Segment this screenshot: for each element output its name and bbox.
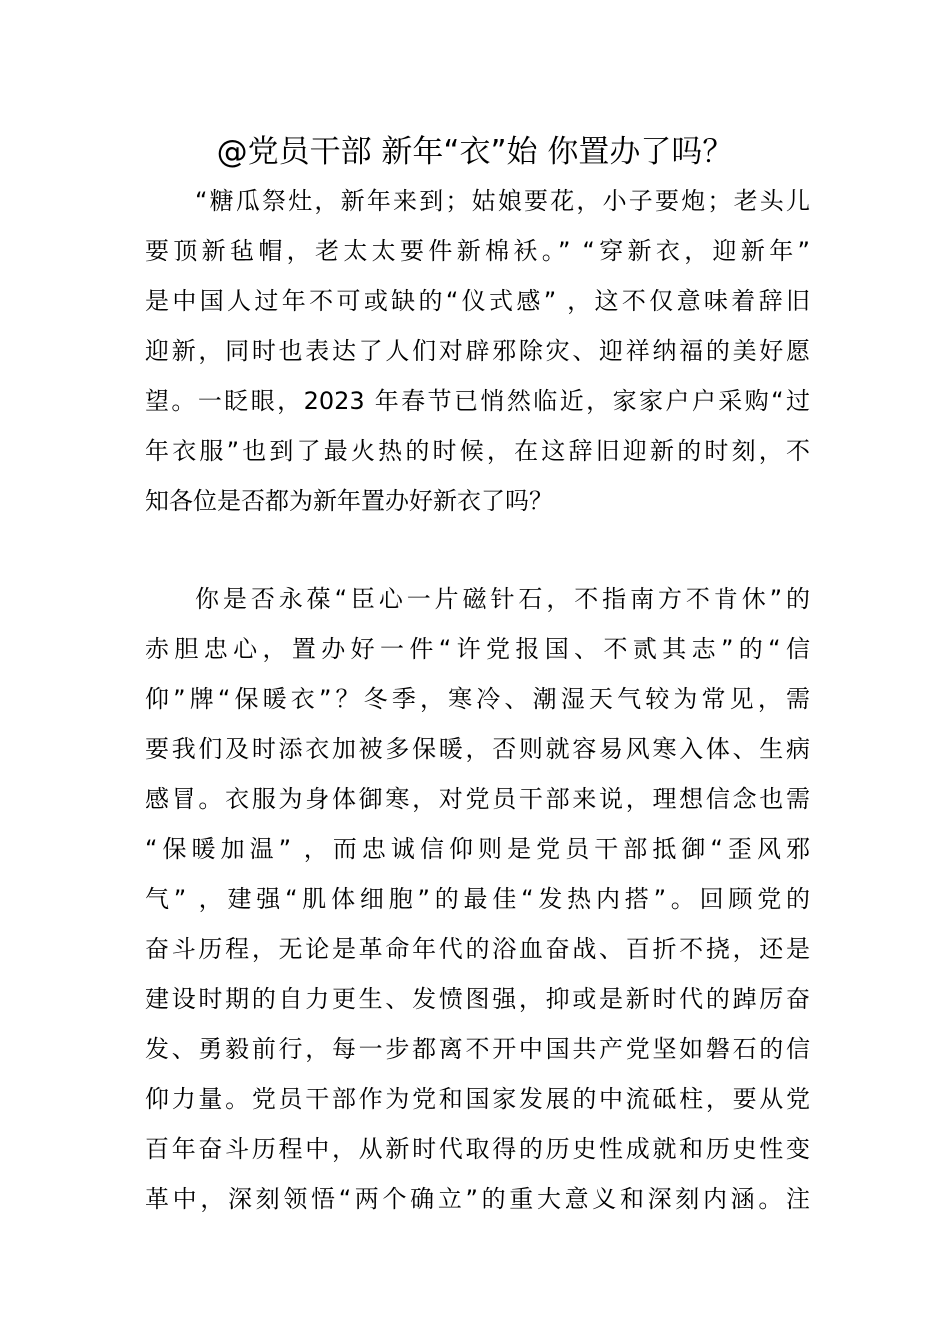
paragraph-line: 知各位是否都为新年置办好新衣了吗？ xyxy=(145,487,553,515)
paragraph-2 xyxy=(145,574,810,1224)
paragraph-line: 迎新，同时也表达了人们对辟邪除灾、迎祥纳福的美好愿 xyxy=(145,337,810,365)
paragraph-line: 气” ，建强“肌体细胞”的最佳“发热内搭”。回顾党的 xyxy=(145,885,810,913)
paragraph-line: 望。一眨眼，2023 年春节已悄然临近，家家户户采购“过 xyxy=(145,387,810,415)
paragraph-line: 仰”牌“保暖衣”？冬季，寒冷、潮湿天气较为常见，需 xyxy=(145,685,810,713)
paragraph-line: 感冒。衣服为身体御寒，对党员干部来说，理想信念也需 xyxy=(145,785,810,813)
paragraph-line: 是中国人过年不可或缺的“仪式感” ，这不仅意味着辞旧 xyxy=(145,287,810,315)
paragraph-line: 赤胆忠心，置办好一件“许党报国、不贰其志”的“信 xyxy=(145,635,810,663)
paragraph-line: 年衣服”也到了最火热的时候，在这辞旧迎新的时刻，不 xyxy=(145,437,810,465)
paragraph-line: “保暖加温” ，而忠诚信仰则是党员干部抵御“歪风邪 xyxy=(145,835,810,863)
paragraph-line: 发、勇毅前行，每一步都离不开中国共产党坚如磐石的信 xyxy=(145,1035,810,1063)
paragraph-line: 奋斗历程，无论是革命年代的浴血奋战、百折不挠，还是 xyxy=(145,935,810,963)
paragraph-line: 要顶新毡帽，老太太要件新棉袄。” “穿新衣，迎新年” xyxy=(145,237,810,265)
paragraph-line: 建设时期的自力更生、发愤图强，抑或是新时代的踔厉奋 xyxy=(145,985,810,1013)
document-title: @党员干部 新年“衣”始 你置办了吗？ xyxy=(216,134,734,170)
paragraph-line: 革中，深刻领悟“两个确立”的重大意义和深刻内涵。注 xyxy=(145,1185,810,1213)
paragraph-line: 仰力量。党员干部作为党和国家发展的中流砥柱，要从党 xyxy=(145,1085,810,1113)
paragraph-line: 百年奋斗历程中，从新时代取得的历史性成就和历史性变 xyxy=(145,1135,810,1163)
paragraph-1 xyxy=(145,176,810,526)
paragraph-line: 你是否永葆“臣心一片磁针石，不指南方不肯休”的 xyxy=(195,585,810,613)
paragraph-line: 要我们及时添衣加被多保暖，否则就容易风寒入体、生病 xyxy=(145,735,810,763)
paragraph-line: “糖瓜祭灶，新年来到；姑娘要花，小子要炮；老头儿 xyxy=(195,187,810,215)
